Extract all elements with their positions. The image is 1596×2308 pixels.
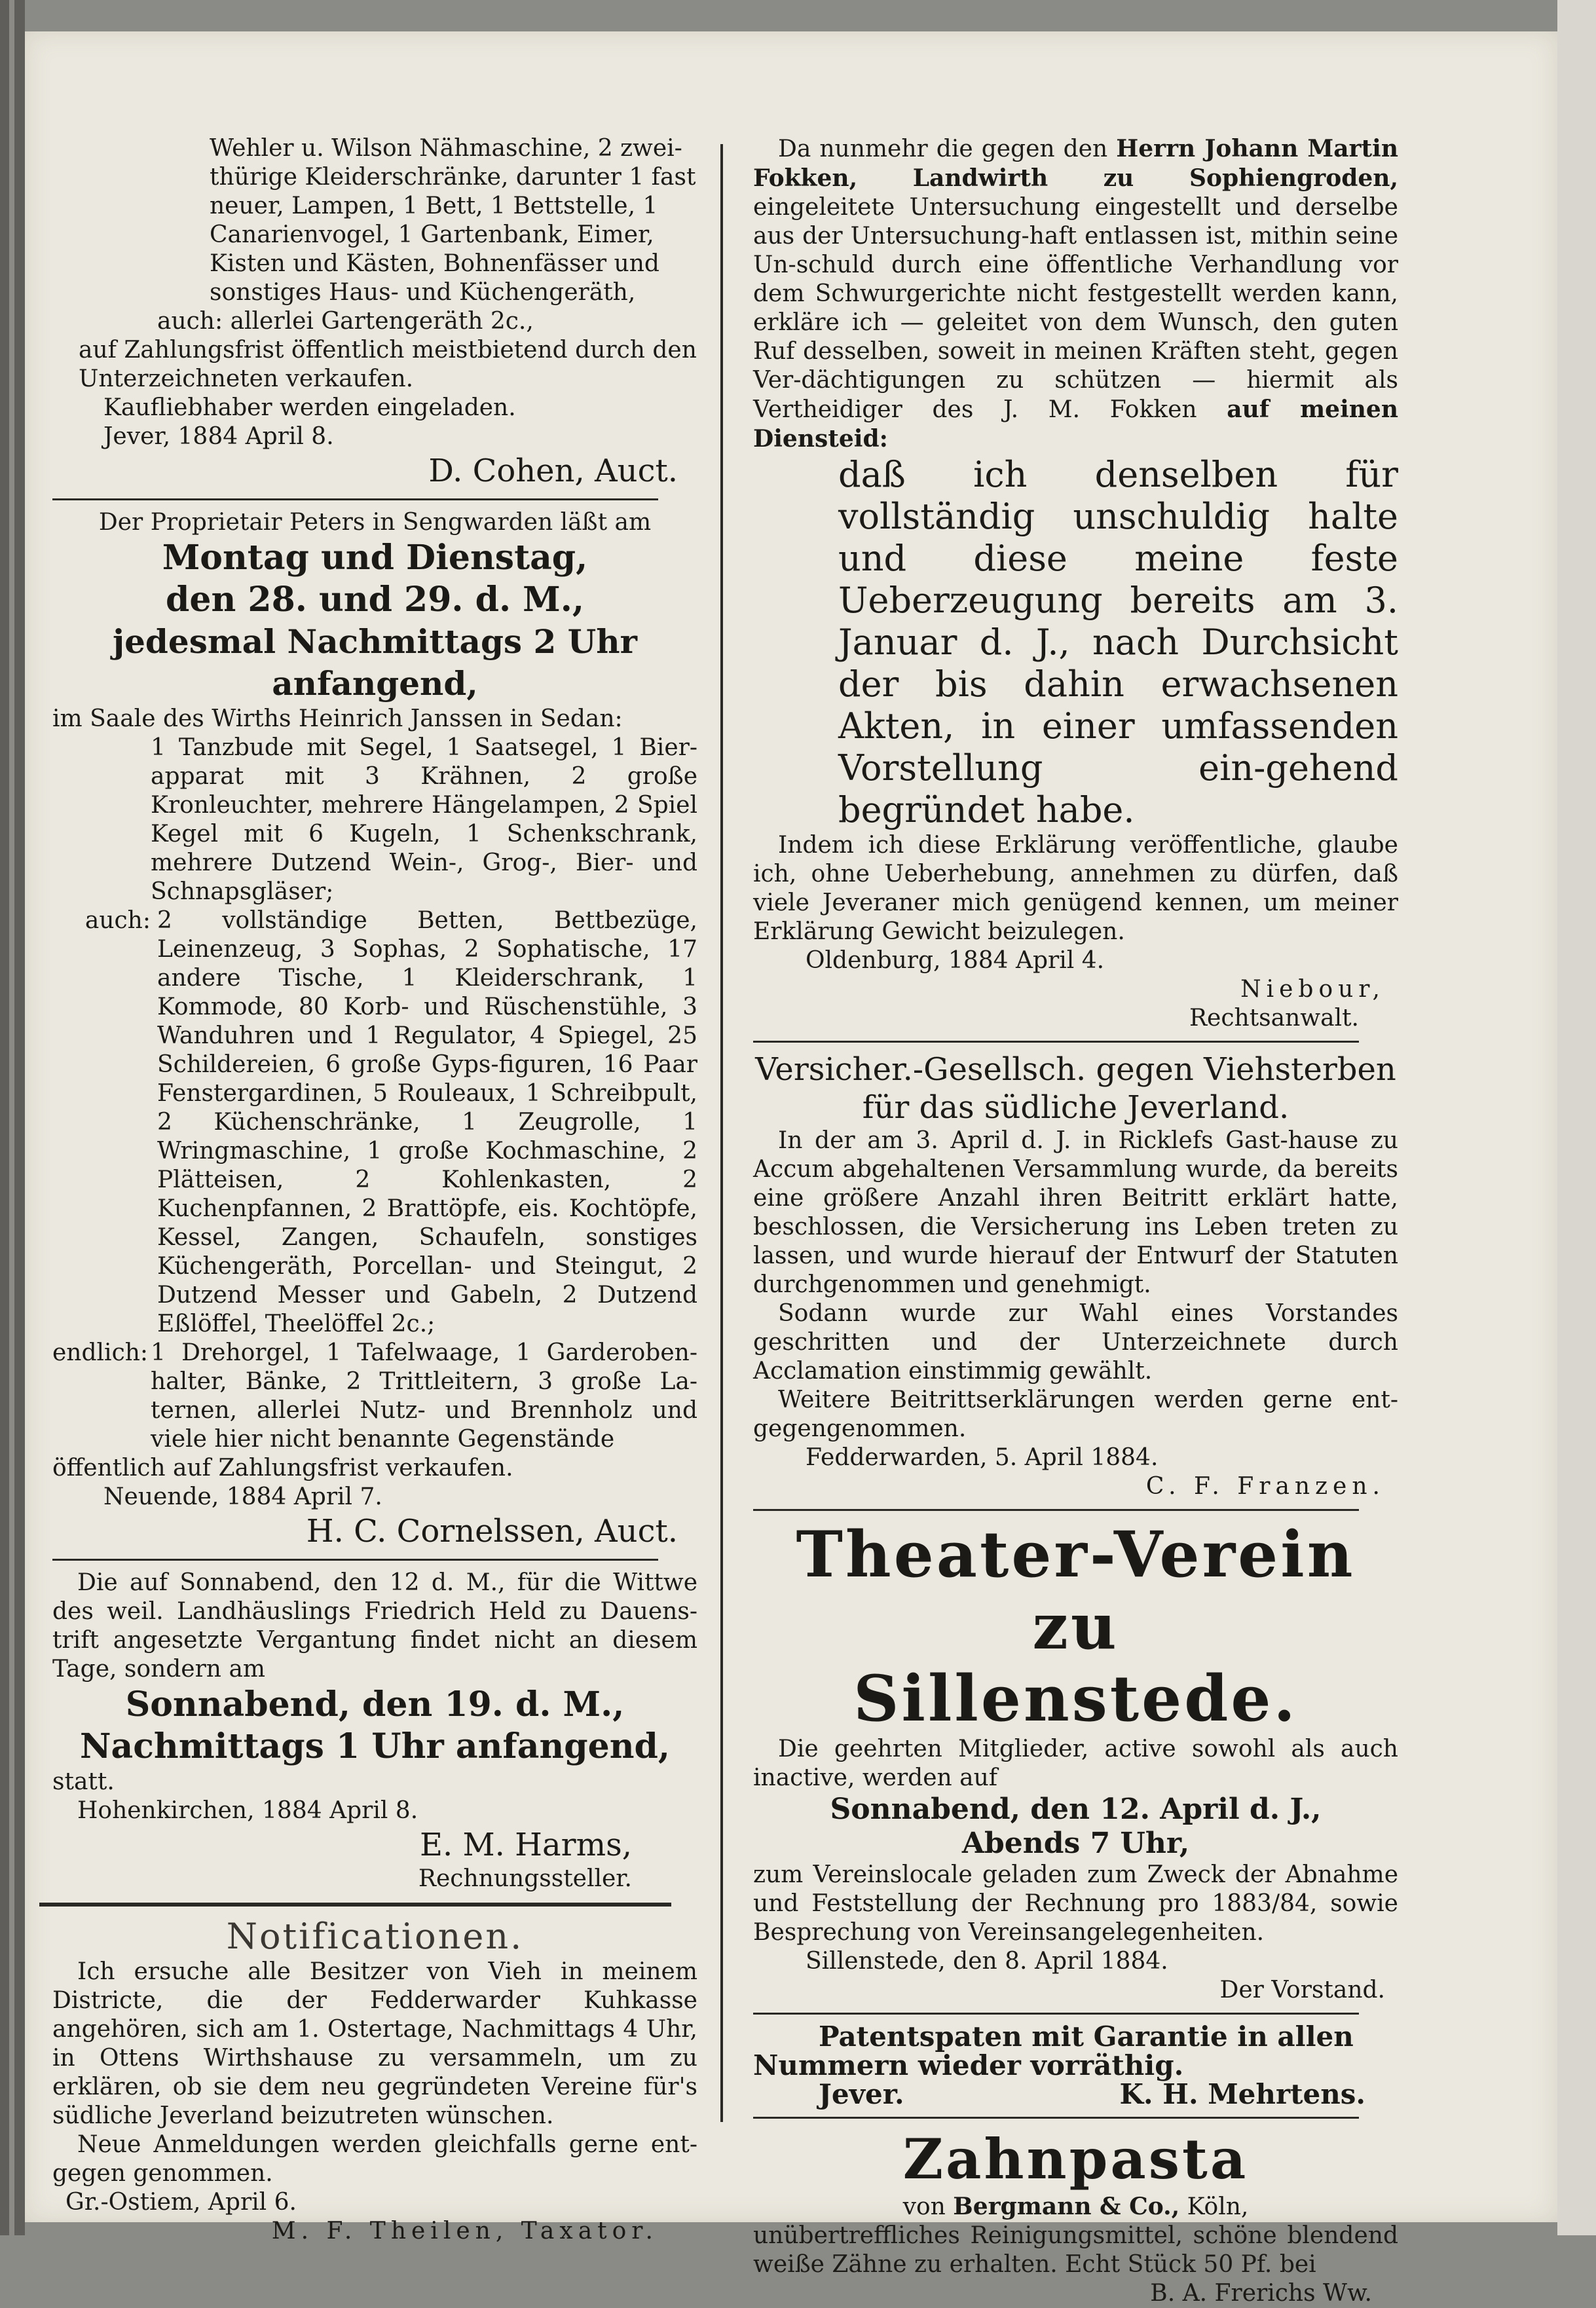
left-column — [52, 134, 697, 2246]
ad-peters-auction — [52, 508, 697, 1551]
label-endlich: endlich: — [52, 1339, 149, 1366]
dateline: Neuende, 1884 April 7. — [103, 1483, 382, 1510]
dateline: Gr.-Ostiem, April 6. — [65, 2189, 297, 2216]
name-span: Herrn Johann Martin Fokken, Landwirth zu Sophiengroden, — [753, 135, 1398, 192]
auction-date: den 28. und 29. d. M., — [166, 580, 584, 620]
section-heading: für das südliche Jeverland. — [862, 1089, 1290, 1126]
divider — [753, 2013, 1359, 2015]
ad-text: unübertreffliches Reinigungsmittel, schöne blendend weiße Zähne zu erhalten. Echt Stück 50 Pf. bei — [753, 2222, 1398, 2278]
ad-wilson-auction — [52, 134, 697, 491]
signature: C. F. Franzen. — [1145, 1473, 1385, 1500]
text-span: eingeleitete Untersuchung eingestellt und derselbe aus der Untersuchung-haft entlassen ist, mithin seine Un-schuld durch eine öffentliche Verhandlung vor dem Schwurgerichte nicht festgestellt werden kann, erkläre ich — geleitet von dem Wunsch, den guten Ruf desselben, soweit in meinen Kräften steht, gegen Ver-dächtigungen zu schützen — hiermit als Vertheidiger des J. M. Fokken — [753, 194, 1398, 423]
divider — [52, 498, 658, 500]
auction-place: im Saale des Wirths Heinrich Janssen in Sedan: — [52, 705, 623, 732]
declaration-text — [753, 134, 1398, 454]
divider — [753, 2117, 1359, 2119]
divider — [753, 1041, 1359, 1043]
signature: Niebour, — [1240, 976, 1385, 1003]
ad-footer — [753, 2080, 1398, 2109]
signature: M. F. Theilen, Taxator. — [271, 2218, 658, 2244]
divider — [39, 1903, 671, 1907]
divider — [52, 1559, 658, 1561]
maker-line — [753, 2192, 1398, 2222]
oath-span: auf meinen Diensteid: — [753, 396, 1398, 453]
signature: B. A. Frerichs Ww. — [1150, 2280, 1372, 2307]
event-time: Abends 7 Uhr, — [961, 1827, 1190, 1860]
ad-theater-verein — [753, 1519, 1398, 2005]
dateline: Oldenburg, 1884 April 4. — [806, 947, 1105, 974]
section-heading: Sillenstede. — [853, 1662, 1298, 1736]
dateline: Jever, 1884 April 8. — [103, 423, 334, 450]
notice-text: Ich ersuche alle Besitzer von Vieh in meinem Districte, die der Fedderwarder Kuhkasse angehören, sich am 1. Ostertage, Nachmittags 4 Uhr, in Ottens Wirthshause zu versammeln, um zu erklären, ob sie dem neu gegründeten Vereine für's südliche Jeverland beizutreten wünschen. — [52, 1958, 697, 2129]
notice-text: Weitere Beitrittserklärungen werden gerne ent-gegengenommen. — [753, 1387, 1398, 1442]
text-line: Unterzeichneten verkaufen. — [79, 365, 414, 392]
notice-time: Nachmittags 1 Uhr anfangend, — [80, 1726, 670, 1766]
item-block — [52, 906, 697, 1339]
ad-line: Patentspaten mit Garantie in allen — [819, 2020, 1354, 2053]
notice-text: zum Vereinslocale geladen zum Zweck der Abnahme und Feststellung der Rechnung pro 1883/84, sowie Besprechung von Vereinsangelegenheiten. — [753, 1861, 1398, 1946]
signature: Der Vorstand. — [1219, 1977, 1385, 2003]
signature: H. C. Cornelssen, Auct. — [306, 1513, 678, 1550]
dateline: Fedderwarden, 5. April 1884. — [806, 1444, 1159, 1471]
section-heading: Theater-Verein zu — [796, 1517, 1356, 1664]
text-line: neuer, Lampen, 1 Bett, 1 Bettstelle, 1 — [210, 193, 658, 219]
text-span: Köln, — [1187, 2193, 1249, 2220]
notice-text: Die auf Sonnabend, den 12 d. M., für die Wittwe des weil. Landhäuslings Friedrich Held zu Dauens-trift angesetzte Vergantung findet nicht an diesem Tage, sondern am — [52, 1569, 697, 1683]
ad-versicherung — [753, 1051, 1398, 1501]
notice-date: Sonnabend, den 19. d. M., — [125, 1684, 625, 1724]
signature-role: Rechnungssteller. — [418, 1865, 632, 1892]
item-list: 1 Tanzbude mit Segel, 1 Saatsegel, 1 Bier-apparat mit 3 Krähnen, 2 große Kronleuchter, mehrere Hängelampen, 2 Spiel Kegel mit 6 Kugeln, 1 Schenkschrank, mehrere Dutzend Wein-, Grog-, Bier- und Schnapsgläser; — [151, 734, 697, 905]
text-span: von — [902, 2193, 946, 2220]
section-heading: Zahnpasta — [902, 2127, 1249, 2191]
auction-time: jedesmal Nachmittags 2 Uhr anfangend, — [113, 622, 637, 703]
text-line: Wehler u. Wilson Nähmaschine, 2 zwei- — [210, 135, 682, 162]
scan-right-edge — [1557, 0, 1596, 2235]
signature-role: Rechtsanwalt. — [1189, 1005, 1359, 1032]
maker-name: Bergmann & Co., — [953, 2193, 1180, 2220]
section-heading: Notificationen. — [226, 1916, 524, 1957]
closing: öffentlich auf Zahlungsfrist verkaufen. — [52, 1455, 513, 1481]
divider — [753, 1509, 1359, 1511]
declaration-main: daß ich denselben für vollständig unschuldig halte und diese meine feste Ueberzeugung bereits am 3. Januar d. J., nach Durchsicht der bis dahin erwachsenen Akten, in einer umfassenden Vorstellung ein-gehend begründet habe. — [838, 454, 1398, 830]
text-line: Kaufliebhaber werden eingeladen. — [103, 394, 516, 421]
right-column — [753, 134, 1398, 2308]
declaration-text: Indem ich diese Erklärung veröffentliche, glaube ich, ohne Ueberhebung, annehmen zu dürfen, daß viele Jeveraner mich genügend kennen, um meiner Erklärung Gewicht beizulegen. — [753, 832, 1398, 945]
notice-text: In der am 3. April d. J. in Ricklefs Gast-hause zu Accum abgehaltenen Versammlung wurde, da bereits eine größere Anzahl ihren Beitritt erklärt hatte, beschlossen, die Versicherung ins Leben treten zu lassen, und wurde hierauf der Entwurf der Statuten durchgenommen und genehmigt. — [753, 1127, 1398, 1298]
ad-held-notice — [52, 1569, 697, 1893]
scan-left-edge-line — [9, 0, 14, 2235]
ad-patentspaten — [753, 2022, 1398, 2109]
notice-text: Die geehrten Mitglieder, active sowohl als auch inactive, werden auf — [753, 1736, 1398, 1791]
signature: E. M. Harms, — [419, 1827, 632, 1863]
section-heading: Versicher.-Gesellsch. gegen Viehsterben — [755, 1051, 1396, 1088]
ad-line: Nummern wieder vorräthig. — [753, 2049, 1184, 2081]
ad-zahnpasta — [753, 2127, 1398, 2308]
item-list: 2 vollständige Betten, Bettbezüge, Leinenzeug, 3 Sophas, 2 Sophatische, 17 andere Tische, 1 Kleiderschrank, 1 Kommode, 80 Korb- und Rüschenstühle, 3 Wanduhren und 1 Regulator, 4 Spiegel, 25 Schildereien, 6 große Gyps-figuren, 16 Paar Fenstergardinen, 5 Rouleaux, 1 Schreibpult, 2 Küchenschränke, 1 Zeugrolle, 1 Wringmaschine, 1 große Kochmaschine, 2 Plätteisen, 2 Kohlenkasten, 2 Kuchenpfannen, 2 Brattöpfe, eis. Kochtöpfe, Kessel, Zangen, Schaufeln, sonstiges Küchengeräth, Porcellan- und Steingut, 2 Dutzend Messer und Gabeln, 2 Dutzend Eßlöffel, Theelöffel 2c.; — [157, 907, 697, 1337]
dateline: Hohenkirchen, 1884 April 8. — [77, 1797, 418, 1824]
notice-text: Neue Anmeldungen werden gleichfalls gerne ent-gegen genommen. — [52, 2131, 697, 2187]
item-block — [52, 1339, 697, 1454]
notice-text: Sodann wurde zur Wahl eines Vorstandes geschritten und der Unterzeichnete durch Acclamation einstimmig gewählt. — [753, 1300, 1398, 1385]
dateline: Sillenstede, den 8. April 1884. — [806, 1948, 1168, 1975]
ad-notificationen — [52, 1916, 697, 2246]
column-divider — [720, 144, 723, 2122]
signature: K. H. Mehrtens. — [1119, 2078, 1365, 2110]
label-auch: auch: — [84, 907, 151, 934]
text-span: Da nunmehr die gegen den — [778, 136, 1108, 162]
text-line: Kisten und Kästen, Bohnenfässer und — [210, 250, 659, 277]
event-date: Sonnabend, den 12. April d. J., — [830, 1793, 1322, 1826]
place: Jever. — [819, 2078, 904, 2110]
statt: statt. — [52, 1768, 115, 1795]
signature: D. Cohen, Auct. — [428, 453, 678, 489]
text-line: thürige Kleiderschränke, darunter 1 fast — [210, 164, 696, 191]
intro: Der Proprietair Peters in Sengwarden läßt am — [98, 509, 652, 536]
item-list: 1 Drehorgel, 1 Tafelwaage, 1 Garderoben-halter, Bänke, 2 Trittleitern, 3 große La-ternen, allerlei Nutz- und Brennholz und viele hier nicht benannte Gegenstände — [151, 1339, 697, 1453]
auction-days: Montag und Dienstag, — [162, 538, 588, 578]
text-line: Canarienvogel, 1 Gartenbank, Eimer, — [210, 221, 654, 248]
text-line: auf Zahlungsfrist öffentlich meistbietend durch den — [79, 337, 697, 363]
text-line: sonstiges Haus- und Küchengeräth, — [210, 279, 636, 306]
ad-fokken-declaration — [753, 134, 1398, 1033]
text-line: auch: allerlei Gartengeräth 2c., — [157, 308, 534, 335]
